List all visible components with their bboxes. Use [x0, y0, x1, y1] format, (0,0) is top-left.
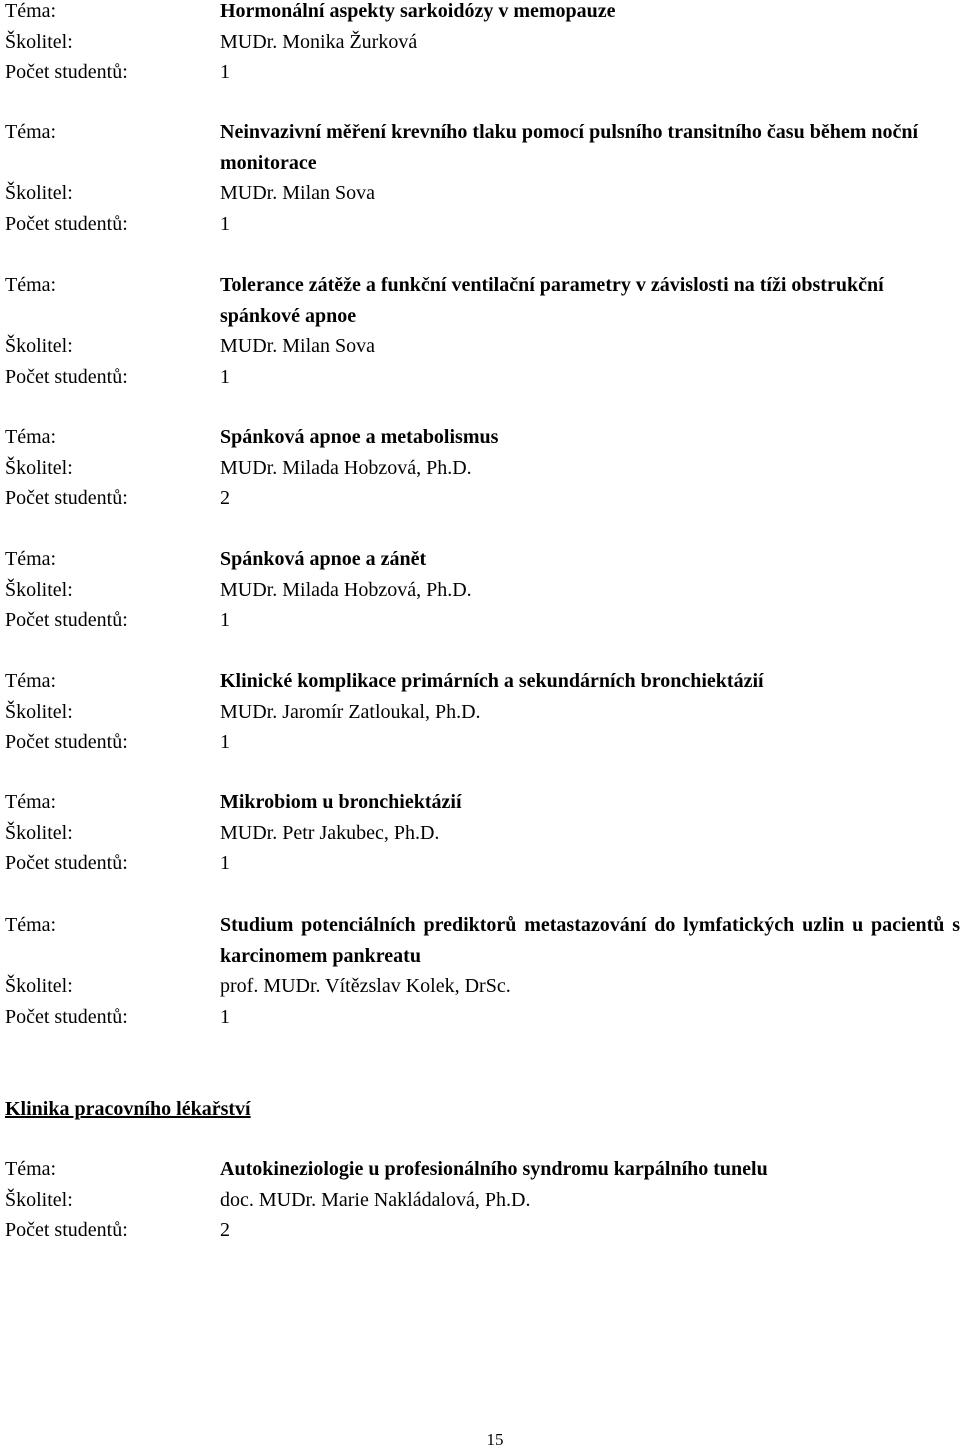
students-label: Počet studentů:: [5, 609, 128, 631]
topic-title: Klinické komplikace primárních a sekundárních bronchiektázií: [220, 670, 764, 692]
thesis-entry: [5, 117, 960, 239]
students-label: Počet studentů:: [5, 731, 128, 753]
topic-label: Téma:: [5, 914, 57, 936]
topic-row: [5, 422, 960, 453]
students-count: 1: [220, 731, 230, 753]
supervisor-label: Školitel:: [5, 456, 73, 479]
topic-row: [5, 544, 960, 575]
topic-label: Téma:: [5, 0, 57, 22]
supervisor-name: doc. MUDr. Marie Nakládalová, Ph.D.: [220, 1188, 531, 1211]
topic-title: Hormonální aspekty sarkoidózy v memopauze: [220, 0, 616, 22]
supervisor-row: [5, 575, 960, 606]
topic-title: Spánková apnoe a metabolismus: [220, 426, 499, 448]
supervisor-label: Školitel:: [5, 578, 73, 601]
thesis-entry: [5, 422, 960, 514]
topic-title: Autokineziologie u profesionálního syndromu karpálního tunelu: [220, 1158, 768, 1180]
supervisor-name: MUDr. Milan Sova: [220, 335, 375, 357]
supervisor-name: MUDr. Milan Sova: [220, 182, 375, 204]
students-row: [5, 362, 960, 393]
students-count: 1: [220, 852, 230, 874]
students-label: Počet studentů:: [5, 487, 128, 509]
supervisor-name: MUDr. Milada Hobzová, Ph.D.: [220, 578, 472, 601]
topic-row: [5, 787, 960, 818]
students-row: [5, 1002, 960, 1033]
topic-row: [5, 117, 960, 178]
thesis-entry: [5, 1154, 960, 1246]
thesis-entry: [5, 544, 960, 636]
topic-label: Téma:: [5, 548, 57, 570]
students-row: [5, 727, 960, 758]
topic-row: [5, 270, 960, 331]
students-label: Počet studentů:: [5, 1219, 128, 1241]
supervisor-row: [5, 178, 960, 209]
topic-title: Studium potenciálních prediktorů metastazování do lymfatických uzlin u pacientů s karcinomem pankreatu: [220, 914, 960, 967]
students-count: 1: [220, 1005, 230, 1028]
supervisor-label: Školitel:: [5, 821, 73, 844]
supervisor-name: prof. MUDr. Vítězslav Kolek, DrSc.: [220, 975, 511, 997]
supervisor-label: Školitel:: [5, 1188, 73, 1211]
supervisor-label: Školitel:: [5, 182, 73, 204]
topic-label: Téma:: [5, 670, 57, 692]
students-row: [5, 57, 960, 88]
topic-row: [5, 666, 960, 697]
topic-row: [5, 1154, 960, 1185]
supervisor-row: [5, 971, 960, 1002]
topic-label: Téma:: [5, 1158, 57, 1180]
topic-title: Mikrobiom u bronchiektázií: [220, 791, 462, 813]
students-label: Počet studentů:: [5, 1005, 128, 1028]
supervisor-row: [5, 1185, 960, 1216]
supervisor-label: Školitel:: [5, 335, 73, 357]
page-number: 15: [486, 1430, 504, 1449]
students-label: Počet studentů:: [5, 365, 128, 388]
students-label: Počet studentů:: [5, 61, 128, 83]
students-label: Počet studentů:: [5, 852, 128, 874]
topic-label: Téma:: [5, 274, 57, 296]
students-count: 2: [220, 487, 230, 509]
students-row: [5, 848, 960, 879]
topic-title: Neinvazivní měření krevního tlaku pomocí pulsního transitního času během noční monitorace: [220, 121, 919, 174]
topic-label: Téma:: [5, 121, 57, 143]
thesis-entry: [5, 666, 960, 758]
supervisor-label: Školitel:: [5, 700, 73, 723]
thesis-entry: [5, 910, 960, 1032]
supervisor-row: [5, 331, 960, 362]
topic-row: [5, 910, 960, 971]
students-count: 1: [220, 212, 230, 235]
supervisor-name: MUDr. Monika Žurková: [220, 30, 418, 53]
students-count: 1: [220, 609, 230, 631]
thesis-entry: [5, 0, 960, 88]
students-count: 2: [220, 1219, 230, 1241]
topic-title: Spánková apnoe a zánět: [220, 548, 427, 570]
students-row: [5, 209, 960, 240]
supervisor-label: Školitel:: [5, 975, 73, 997]
supervisor-row: [5, 453, 960, 484]
students-row: [5, 605, 960, 636]
supervisor-name: MUDr. Milada Hobzová, Ph.D.: [220, 456, 472, 479]
section-heading: Klinika pracovního lékařství: [5, 1098, 251, 1120]
students-row: [5, 1215, 960, 1246]
students-label: Počet studentů:: [5, 212, 128, 235]
students-row: [5, 483, 960, 514]
topic-label: Téma:: [5, 791, 57, 813]
supervisor-label: Školitel:: [5, 30, 73, 53]
thesis-entry: [5, 270, 960, 392]
students-count: 1: [220, 61, 230, 83]
topic-title: Tolerance zátěže a funkční ventilační parametry v závislosti na tíži obstrukční spánkové apnoe: [220, 274, 884, 327]
supervisor-row: [5, 697, 960, 728]
topic-row: [5, 0, 960, 27]
students-count: 1: [220, 365, 230, 388]
thesis-entry: [5, 787, 960, 879]
supervisor-row: [5, 818, 960, 849]
supervisor-name: MUDr. Jaromír Zatloukal, Ph.D.: [220, 700, 481, 723]
supervisor-name: MUDr. Petr Jakubec, Ph.D.: [220, 821, 440, 844]
topic-label: Téma:: [5, 426, 57, 448]
supervisor-row: [5, 27, 960, 58]
